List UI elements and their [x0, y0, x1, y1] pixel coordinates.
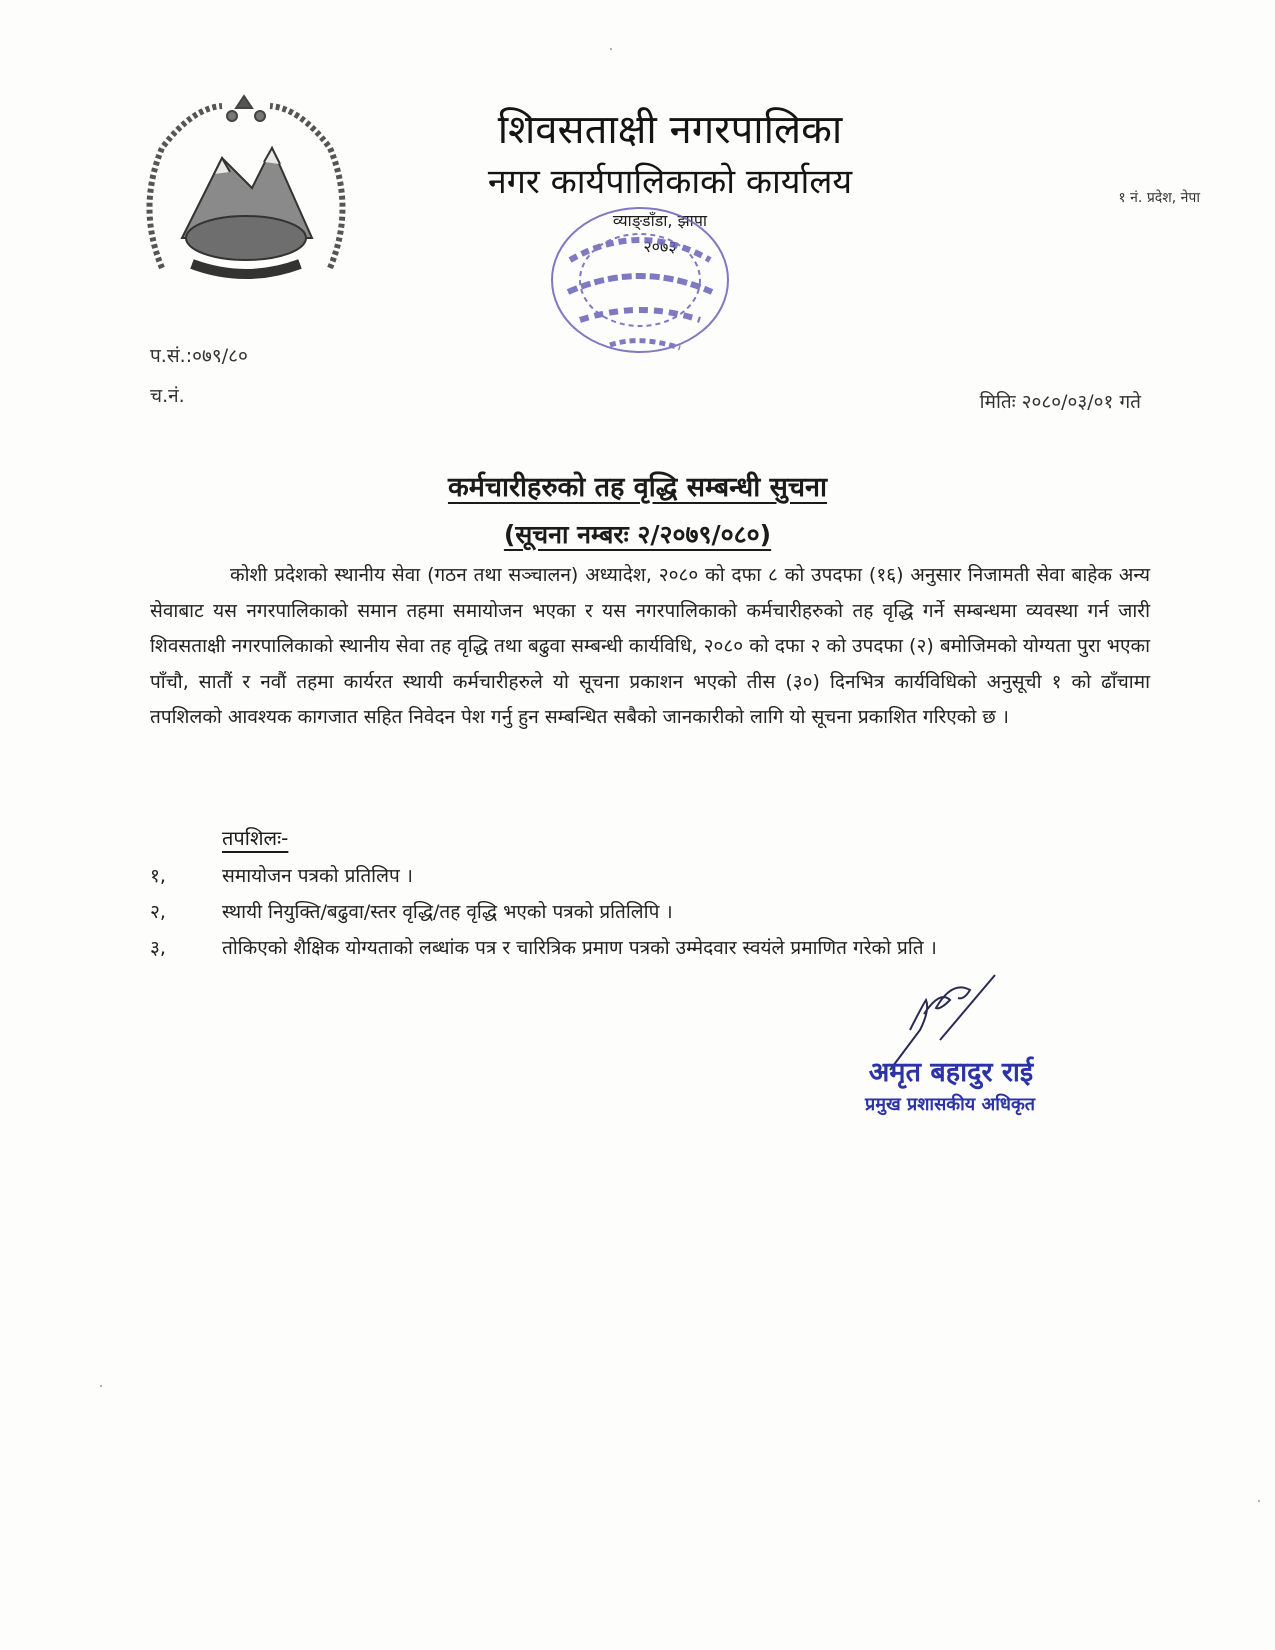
notice-date: मितिः २०८०/०३/०१ गते: [979, 391, 1141, 413]
municipality-name: शिवसताक्षी नगरपालिका: [497, 107, 843, 153]
scan-speck: [1258, 1500, 1260, 1502]
list-item-text: तोकिएको शैक्षिक योग्यताको लब्धांक पत्र र चारित्रिक प्रमाण पत्रको उम्मेदवार स्वयंले प्रमाणित गरेको प्रति ।: [222, 937, 937, 959]
notice-body: कोशी प्रदेशको स्थानीय सेवा (गठन तथा सञ्चालन) अध्यादेश, २०८० को दफा ८ को उपदफा (१६) अनुसार निजामती सेवा बाहेक अन्य सेवाबाट यस नगरपालिकाको समान तहमा समायोजन भएका र यस नगरपालिकाको कर्मचारीहरुको तह वृद्धि गर्ने सम्बन्धमा व्यवस्था गर्न जारी शिवसताक्षी नगरपालिकाको स्थानीय सेवा तह वृद्धि तथा बढुवा सम्बन्धी कार्यविधि, २०८० को दफा २ को उपदफा (२) बमोजिमको योग्यता पुरा भएका पाँचौ, सातौं र नवौं तहमा कार्यरत स्थायी कर्मचारीहरुले यो सूचना प्रकाशन भएको तीस (३०) दिनभित्र कार्यविधिको अनुसूची १ को ढाँचामा तपशिलको आवश्यक कागजात सहित निवेदन पेश गर्नु हुन सम्बन्धित सबैको जानकारीको लागि यो सूचना प्रकाशित गरिएको छ ।: [150, 564, 1150, 728]
office-stamp-icon: [540, 200, 740, 370]
attachments-list: [150, 858, 1150, 966]
list-item-number: ३,: [150, 937, 166, 959]
scan-speck: [610, 48, 612, 50]
province-note: १ नं. प्रदेश, नेपा: [1118, 190, 1200, 206]
list-item-number: १,: [150, 865, 166, 887]
notice-number: (सूचना नम्बरः २/२०७९/०८०): [503, 520, 772, 549]
office-name: नगर कार्यपालिकाको कार्यालय: [487, 162, 853, 202]
signatory-title: प्रमुख प्रशासकीय अधिकृत: [864, 1094, 1036, 1115]
notice-title: कर्मचारीहरुको तह वृद्धि सम्बन्धी सुचना: [447, 472, 828, 503]
list-item-text: समायोजन पत्रको प्रतिलिप ।: [222, 865, 413, 887]
list-item-text: स्थायी नियुक्ति/बढुवा/स्तर वृद्धि/तह वृद्धि भएको पत्रको प्रतिलिपि ।: [222, 901, 673, 923]
list-item-number: २,: [150, 901, 166, 923]
list-item: [150, 894, 1150, 930]
dispatch-number: च.नं.: [150, 385, 185, 407]
nepal-government-emblem-icon: [132, 88, 360, 288]
list-item: [150, 858, 1150, 894]
scan-speck: [100, 1385, 102, 1387]
office-address: व्याङ्डाँडा, झापा: [612, 211, 708, 230]
signatory-name: अमृत बहादुर राई: [868, 1057, 1034, 1088]
reference-number: प.सं.:०७९/८०: [150, 345, 248, 367]
attachments-heading: तपशिलः-: [222, 826, 289, 850]
list-item: [150, 930, 1150, 966]
office-established-year: २०७३: [643, 237, 677, 256]
